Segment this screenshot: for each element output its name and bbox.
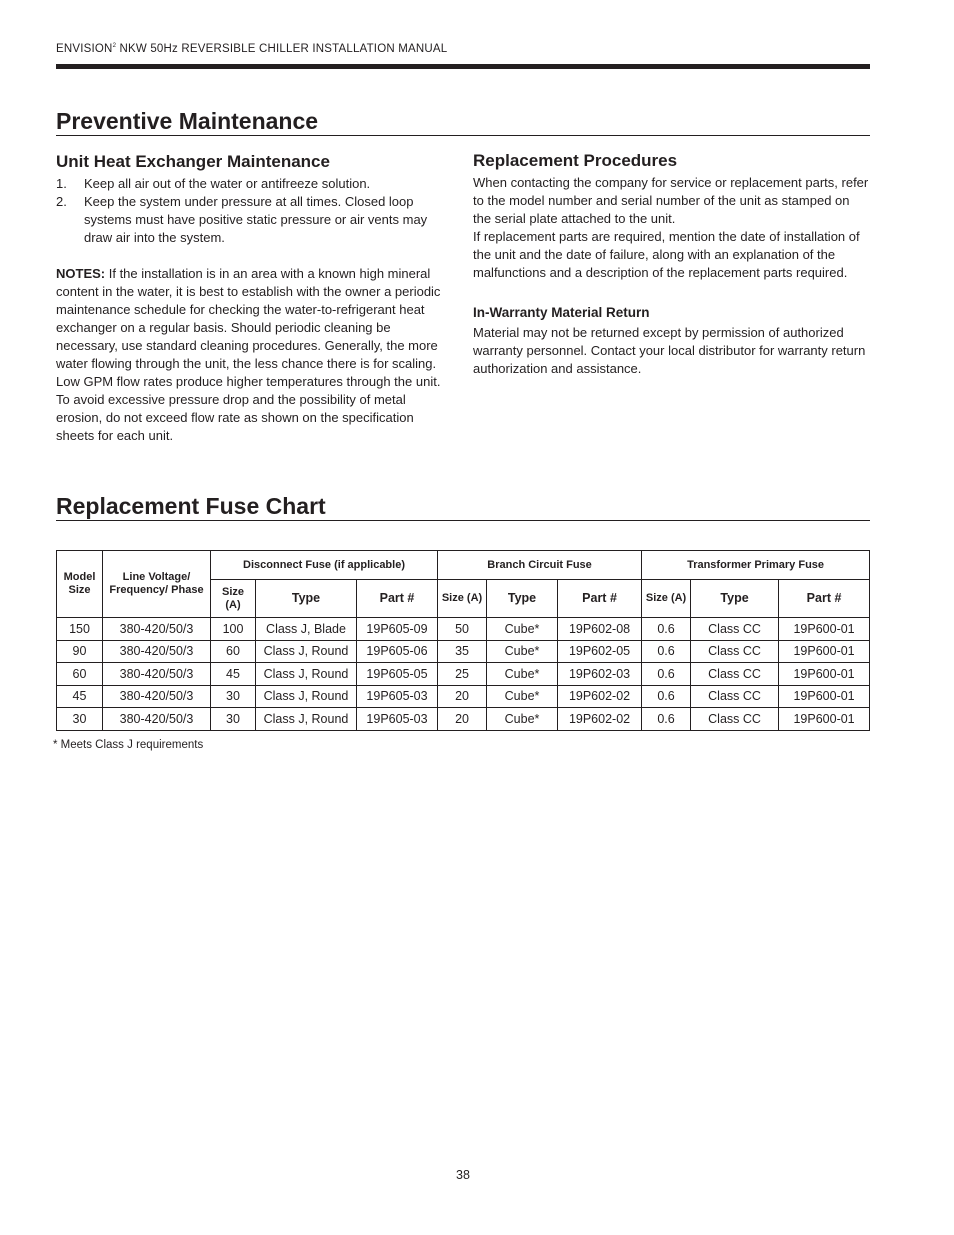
table-cell: 150 (57, 618, 103, 641)
step-text: Keep the system under pressure at all times. Closed loop systems must have positive static pressure or air vents may draw air into the system. (84, 194, 428, 245)
table-cell: 19P600-01 (779, 663, 870, 686)
fuse-chart-title: Replacement Fuse Chart (56, 493, 870, 521)
replacement-paragraph-1: When contacting the company for service or replacement parts, refer to the model number and serial number of the unit as stamped on the serial plate attached to the unit. (473, 175, 869, 226)
table-cell: 0.6 (642, 640, 691, 663)
table-cell: 0.6 (642, 663, 691, 686)
table-cell: 30 (211, 685, 256, 708)
table-cell: 19P602-03 (558, 663, 642, 686)
table-footnote: * Meets Class J requirements (53, 739, 204, 751)
replacement-paragraph-2: If replacement parts are required, mention the date of installation of the unit and the date of failure, along with an explanation of the malfunctions and a description of the replacement parts required. (473, 229, 860, 280)
table-row (57, 708, 870, 731)
notes-text: If the installation is in an area with a known high mineral content in the water, it is best to establish with the owner a periodic maintenance schedule for checking the water-to-refrigerant heat exchanger on a regular basis. Should periodic cleaning be necessary, use standard cleaning procedures. Generally, the more water flowing through the unit, the less chance there is for scaling. Low GPM flow rates produce higher temperatures through the unit. To avoid excessive pressure drop and the possibility of metal erosion, do not exceed flow rate as shown on the specification sheets for each unit. (56, 266, 441, 443)
table-cell: Cube* (487, 685, 558, 708)
table-cell: 25 (438, 663, 487, 686)
table-cell: Class CC (691, 663, 779, 686)
table-cell: Class CC (691, 685, 779, 708)
table-cell: 19P602-05 (558, 640, 642, 663)
notes-paragraph (56, 265, 444, 445)
table-cell: Class J, Round (256, 685, 357, 708)
replacement-procedures-column (473, 150, 870, 378)
preventive-maintenance-title: Preventive Maintenance (56, 108, 870, 136)
table-cell: 19P605-03 (357, 685, 438, 708)
maintenance-steps (56, 175, 444, 247)
header-rule (56, 64, 870, 69)
header-type: Type (487, 580, 558, 618)
list-item (56, 193, 444, 247)
table-cell: 20 (438, 685, 487, 708)
table-cell: 30 (211, 708, 256, 731)
table-cell: Class J, Round (256, 663, 357, 686)
table-cell: 35 (438, 640, 487, 663)
table-cell: Class CC (691, 618, 779, 641)
table-cell: Class CC (691, 640, 779, 663)
step-number: 2. (56, 194, 67, 209)
table-cell: 45 (211, 663, 256, 686)
table-cell: 19P600-01 (779, 685, 870, 708)
table-cell: Cube* (487, 708, 558, 731)
table-cell: 0.6 (642, 708, 691, 731)
page-number: 38 (456, 1168, 470, 1182)
table-cell: 19P600-01 (779, 708, 870, 731)
header-size: Size (A) (438, 580, 487, 618)
table-cell: 90 (57, 640, 103, 663)
header-title: NKW 50Hz REVERSIBLE CHILLER INSTALLATION MANUAL (116, 43, 448, 55)
table-cell: 19P605-09 (357, 618, 438, 641)
table-cell: 380-420/50/3 (103, 685, 211, 708)
table-cell: Cube* (487, 663, 558, 686)
header-part: Part # (357, 580, 438, 618)
header-model-size: Model Size (57, 551, 103, 618)
header-part: Part # (558, 580, 642, 618)
table-row (57, 663, 870, 686)
table-cell: 0.6 (642, 685, 691, 708)
table-cell: 60 (211, 640, 256, 663)
table-row (57, 618, 870, 641)
table-cell: 19P602-02 (558, 685, 642, 708)
header-size: Size (A) (211, 580, 256, 618)
table-cell: 45 (57, 685, 103, 708)
table-cell: Class J, Round (256, 708, 357, 731)
header-type: Type (691, 580, 779, 618)
warranty-return-heading: In-Warranty Material Return (473, 305, 650, 320)
table-cell: Cube* (487, 640, 558, 663)
table-cell: 19P600-01 (779, 618, 870, 641)
running-header (56, 43, 447, 55)
table-cell: 19P602-02 (558, 708, 642, 731)
replacement-procedures-heading: Replacement Procedures (473, 151, 678, 170)
table-cell: 0.6 (642, 618, 691, 641)
table-cell: 19P605-03 (357, 708, 438, 731)
table-cell: 60 (57, 663, 103, 686)
table-cell: 100 (211, 618, 256, 641)
header-brand-superscript: 2 (112, 43, 117, 50)
header-disconnect-fuse: Disconnect Fuse (if applicable) (211, 551, 438, 580)
table-cell: 19P602-08 (558, 618, 642, 641)
table-cell: 30 (57, 708, 103, 731)
header-brand: ENVISION (56, 43, 113, 55)
table-cell: 380-420/50/3 (103, 708, 211, 731)
step-number: 1. (56, 176, 67, 191)
table-cell: Class CC (691, 708, 779, 731)
table-cell: Class J, Round (256, 640, 357, 663)
heat-exchanger-heading: Unit Heat Exchanger Maintenance (56, 152, 330, 171)
header-transformer-primary-fuse: Transformer Primary Fuse (642, 551, 870, 580)
table-cell: 50 (438, 618, 487, 641)
list-item (56, 175, 444, 193)
table-row (57, 640, 870, 663)
table-row (57, 685, 870, 708)
header-type: Type (256, 580, 357, 618)
fuse-table (56, 550, 870, 731)
table-cell: Cube* (487, 618, 558, 641)
step-text: Keep all air out of the water or antifreeze solution. (84, 176, 371, 191)
table-cell: 380-420/50/3 (103, 640, 211, 663)
fuse-table-body (57, 618, 870, 731)
notes-label: NOTES: (56, 266, 106, 281)
table-cell: 19P605-05 (357, 663, 438, 686)
table-cell: 19P600-01 (779, 640, 870, 663)
table-cell: 380-420/50/3 (103, 618, 211, 641)
table-cell: Class J, Blade (256, 618, 357, 641)
header-branch-circuit-fuse: Branch Circuit Fuse (438, 551, 642, 580)
table-cell: 19P605-06 (357, 640, 438, 663)
header-part: Part # (779, 580, 870, 618)
warranty-return-paragraph: Material may not be returned except by permission of authorized warranty personnel. Contact your local distributor for warranty return authorization and assistance. (473, 325, 866, 376)
header-line-voltage: Line Voltage/ Frequency/ Phase (103, 551, 211, 618)
table-cell: 20 (438, 708, 487, 731)
table-cell: 380-420/50/3 (103, 663, 211, 686)
heat-exchanger-column (56, 151, 444, 445)
header-size: Size (A) (642, 580, 691, 618)
